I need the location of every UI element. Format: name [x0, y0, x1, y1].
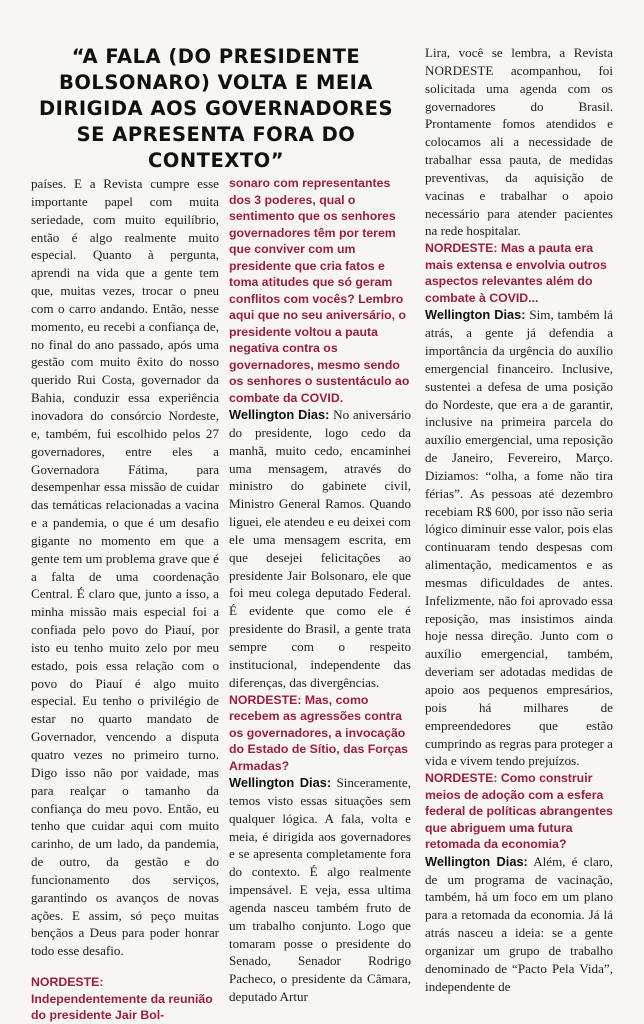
question-text: Mas, como recebem as agressões contra os governadores, a invocação do Estado de Sítio, das Forças Armadas? — [229, 692, 409, 773]
answer-paragraph — [425, 853, 613, 996]
question-text: Independentemente da reunião do presidente Jair Bol- — [31, 991, 213, 1023]
question-text: Mas a pauta era mais extensa e envolvia outros aspectos relevantes além do combate à COVID... — [425, 241, 607, 305]
answer-text: Sim, também lá atrás, a gente já defendia a importância da urgência do auxílio emergencial financeiro. Inclusive, sustentei a defesa de uma posição do Nordeste, que era a de garantir, inclusive na primeira parcela do auxílio emergencial, uma reposição de Janeiro, Fevereiro, Março. Diziamos: “olha, a fome não tira férias”. As pessoas até dezembro recebiam R$ 600, por isso não seria lógico diminuir esse valor, pois elas continuaram tendo despesas com alimentação, medicamentos e as mesmas dificuldades de antes. Infelizmente, não foi aprovado essa reposição, mas insistimos ainda hoje nessa direção. Junto com o auxílio emergencial, também, deveriam ser adotadas medidas de apoio aos pequenos empresários, pois há milhares de empreendedores que estão cumprindo as regras para proteger a vida e vivem tendo prejuízos. — [425, 307, 613, 769]
question-text: Como construir meios de adoção com a esfera federal de políticas abrangentes que abriguem uma futura retomada da economia? — [425, 771, 613, 852]
answer-label: Wellington Dias: — [229, 775, 332, 790]
answer-text: Além, é claro, de um programa de vacinação, também, há um foco em um plano para a retomada da economia. Já lá atrás nasceu a ideia: se a gente organizar um grupo de trabalho denominado de “Pacto Pela Vida”, independente de — [425, 853, 613, 994]
question — [229, 692, 411, 775]
question-continued: sonaro com representantes dos 3 poderes, qual o sentimento que os senhores governadores têm por terem que conviver com um presidente que cria fatos e toma atitudes que só geram conflitos com vocês? Lembro aqui que no seu aniversário, o presidente voltou a pauta negativa contra os governadores, mesmo sendo os senhores o sustentáculo ao combate da COVID. — [229, 176, 410, 405]
question-tag: NORDESTE: — [31, 975, 104, 990]
answer-label: Wellington Dias: — [425, 307, 526, 323]
pull-quote-headline: “A FALA (DO PRESIDENTE BOLSONARO) VOLTA E MEIA DIRIGIDA AOS GOVERNADORES SE APRESENTA FORA DO CONTEXTO” — [38, 45, 394, 172]
question-tag: NORDESTE: — [425, 771, 498, 786]
question-tag: NORDESTE: — [425, 241, 498, 256]
question-tag: NORDESTE: — [229, 692, 302, 707]
answer-paragraph — [425, 306, 613, 770]
answer-paragraph — [229, 774, 411, 1006]
answer-label: Wellington Dias: — [229, 407, 330, 422]
answer-paragraph: países. E a Revista cumpre esse importante papel com muita seriedade, com muito equilíbrio, então é algo realmente muito especial. Quanto à pergunta, aprendi na vida que a gente tem que, muitas vezes, trocar o pneu com o carro andando. Então, nesse momento, eu recebi a confiança de, no final do ano passado, após uma gestão com muito êxito do nosso querido Rui Costa, governador da Bahia, conduzir essa experiência inovadora do consórcio Nordeste, e, também, fui escolhido pelos 27 governadores, entre eles a Governadora Fátima, para desempenhar essa missão de cuidar das temáticas relacionadas a vacina e a pandemia, o que é um desafio gigante no momento em que a gente tem um problema grave que é a falta de uma coordenação Central. É claro que, junto a isso, a minha missão mais especial foi a confiada pelo povo do Piauí, por isto eu tenho muito zelo por meu estado, pois essa relação com o povo do Piauí é algo muito especial. Eu tenho o privilégio de estar no quarto mandato de Governador, vencendo a disputa quatro vezes no primeiro turno. Digo isso não por vaidade, mas para realçar o tamanho da confiança do meu povo. Então, eu tenho que cuidar aqui com muito carinho, de um lado, da pandemia, de outro, da gestão e do funcionamento dos serviços, garantindo os avanços de novas ações. E assim, só peço muitas bençãos a Deus para poder honrar todo esse desafio. — [31, 176, 219, 959]
answer-label: Wellington Dias: — [425, 853, 528, 869]
question — [31, 974, 219, 1024]
column-3 — [425, 44, 613, 995]
answer-paragraph — [229, 406, 411, 692]
answer-text: No aniversário do presidente, logo cedo da manhã, muito cedo, encaminhei uma mensagem, através do ministro do gabinete civil, Ministro General Ramos. Quando liguei, ele atendeu e eu deixei com ele uma mensagem escrita, em que desejei felicitações ao presidente Jair Bolsonaro, ele que foi meu colega deputado Federal. É evidente que como ele é presidente do Brasil, a gente trata sempre com o respeito institucional, independente das diferenças, das divergências. — [229, 407, 412, 690]
answer-text: Sinceramente, temos visto essas situações sem qualquer lógica. A fala, volta e meia, é dirigida aos governadores e se apresenta completamente fora do contexto. É algo realmente impensável. E veja, essa ultima agenda nasceu também fruto de um trabalho conjunto. Logo que tomaram posse o presidente do Senado, Senador Rodrigo Pacheco, o presidente da Câmara, deputado Artur — [229, 775, 411, 1005]
question — [425, 240, 613, 306]
question — [425, 770, 613, 853]
answer-paragraph: Lira, você se lembra, a Revista NORDESTE acompanhou, foi solicitada uma agenda com os governadores do Brasil. Prontamente fomos atendidos e colocamos ali a necessidade de trabalhar essa pauta, de medidas preventivas, da aquisição de vacinas e trabalhar o apoio necessário para atender pacientes na rede hospitalar. — [425, 45, 613, 239]
column-2 — [229, 175, 411, 1006]
column-1 — [31, 175, 219, 1024]
